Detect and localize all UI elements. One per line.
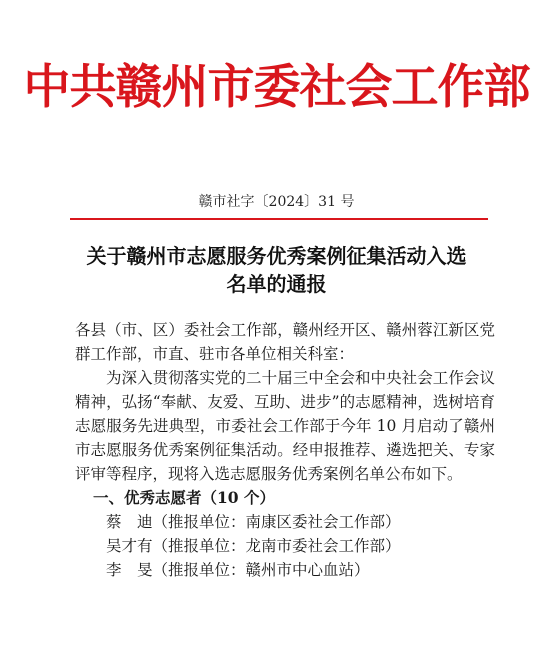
list-item: 李 旻（推报单位：赣州市中心血站） <box>106 561 370 579</box>
list-item: 吴才有（推报单位：龙南市委社会工作部） <box>106 537 401 555</box>
red-divider-line <box>70 218 488 220</box>
body-paragraph: 为深入贯彻落实党的二十届三中全会和中央社会工作会议精神，弘扬“奉献、友爱、互助、进步”的志愿精神，选树培育志愿服务先进典型，市委社会工作部于今年 10 月启动了赣州市志愿服务优秀案例征集活动。经申报推荐、遴选把关、专家评审等程序，现将入选志愿服务优秀案例名单公布如下。 <box>75 369 495 483</box>
document-body <box>75 318 495 582</box>
document-title <box>0 242 553 298</box>
list-item: 蔡 迪（推报单位：南康区委社会工作部） <box>106 513 401 531</box>
document-title-line-1: 关于赣州市志愿服务优秀案例征集活动入选 <box>86 244 467 268</box>
document-number: 赣市社字〔2024〕31 号 <box>198 194 355 210</box>
section-heading: 一、优秀志愿者（10 个） <box>93 488 275 507</box>
salutation: 各县（市、区）委社会工作部，赣州经开区、赣州蓉江新区党群工作部，市直、驻市各单位相关科室： <box>75 321 495 363</box>
document-title-line-2: 名单的通报 <box>226 272 327 296</box>
masthead-title: 中共赣州市委社会工作部 <box>23 60 530 115</box>
